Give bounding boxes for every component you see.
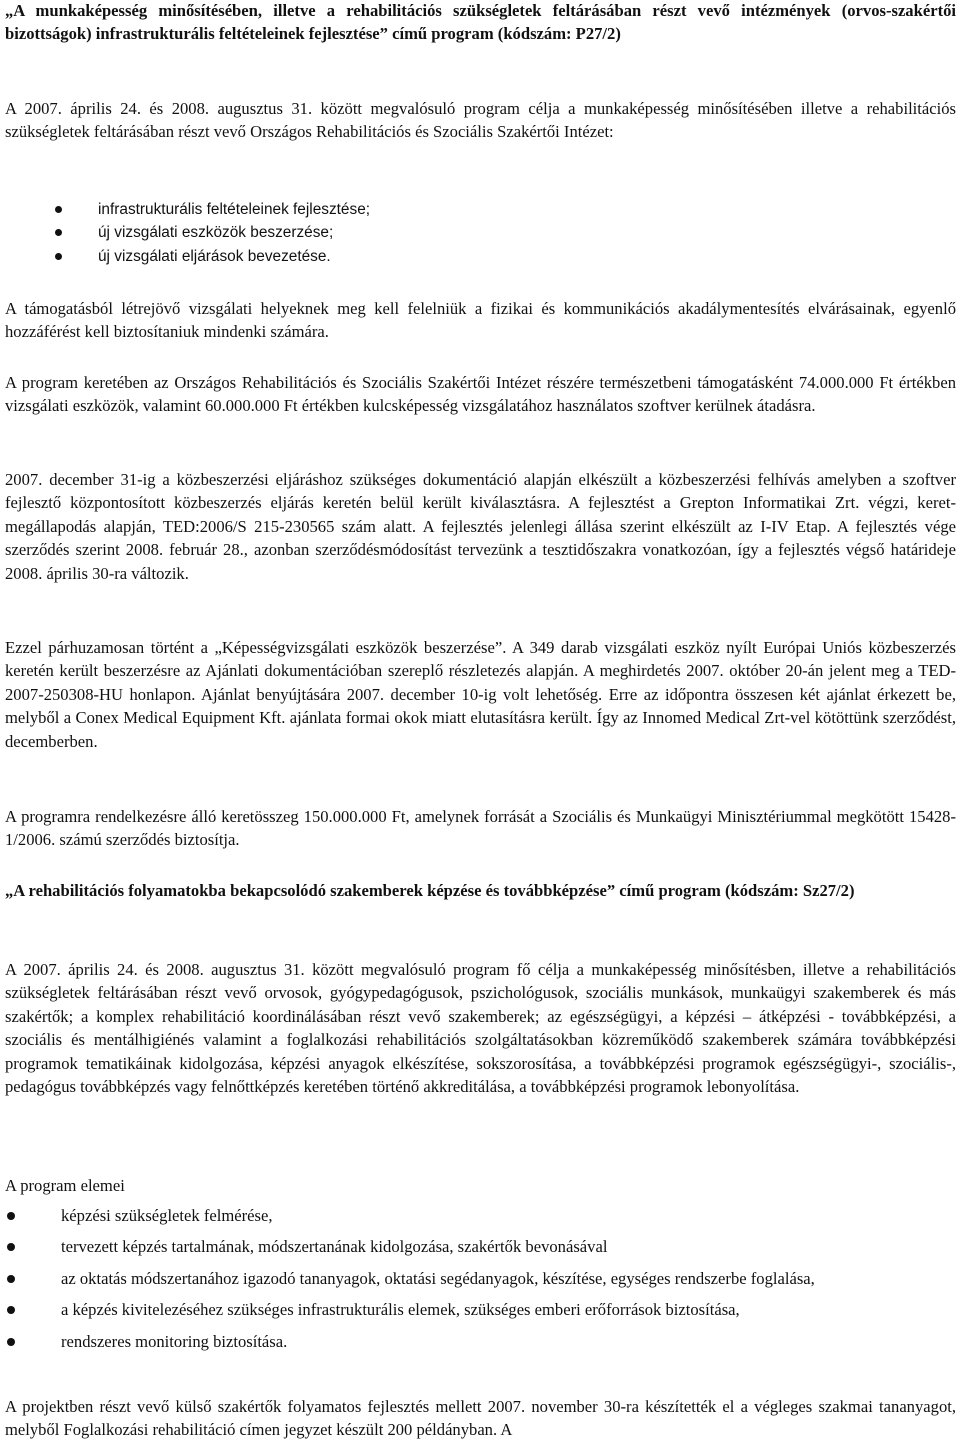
list-item: a képzés kivitelezéséhez szükséges infrastrukturális elemek, szükséges emberi erőforrások biztosítása, [61, 1298, 956, 1321]
heading-sz27-program: „A rehabilitációs folyamatokba bekapcsolódó szakemberek képzése és továbbképzése” című program (kódszám: Sz27/2) [5, 881, 855, 900]
paragraph-budget: A programra rendelkezésre álló keretösszeg 150.000.000 Ft, amelynek forrását a Szociális és Munkaügyi Minisztériummal megkötött 15428-1/2006. számú szerződés biztosítja. [5, 807, 956, 850]
paragraph-accessibility: A támogatásból létrejövő vizsgálati helyeknek meg kell felelniük a fizikai és kommunikációs akadálymentesítés elvárásainak, egyenlő hozzáférést kell biztosítaniuk mindenki számára. [5, 299, 956, 342]
goal-bullet-list [98, 198, 953, 268]
heading-p27-program: „A munkaképesség minősítésében, illetve a rehabilitációs szükségletek feltárásában részt vevő intézmények (orvos-szakértői bizottságok) infrastrukturális feltételeinek fejlesztése” című program (kódszám: P27/2) [5, 1, 956, 44]
paragraph-program-elements-label: A program elemei [5, 1176, 125, 1195]
list-item: új vizsgálati eljárások bevezetése. [98, 245, 953, 268]
list-item: új vizsgálati eszközök beszerzése; [98, 221, 953, 244]
paragraph-software-development: 2007. december 31-ig a közbeszerzési eljáráshoz szükséges dokumentáció alapján elkészült a közbeszerzési felhívás amelyben a szoftver fejlesztő központosított közbeszerzés eljárás keretén belül került kiválasztásra. A fejlesztést a Grepton Informatikai Zrt. végzi, keret-megállapodás alapján, TED:2006/S 215-230565 szám alatt. A fejlesztés jelenlegi állása szerint elkészült az I-IV Etap. A fejlesztés vége szerződés szerint 2008. február 28., azonban szerződésmódosítást tervezünk a tesztidőszakra vonatkozóan, így a fejlesztés végső határideje 2008. április 30-ra változik. [5, 470, 956, 583]
paragraph-equipment-procurement: Ezzel párhuzamosan történt a „Képességvizsgálati eszközök beszerzése”. A 349 darab vizsgálati eszköz nyílt Európai Uniós közbeszerzés keretén került beszerzésre az Ajánlati dokumentációban szereplő részletezés alapján. A meghirdetés 2007. október 20-án jelent meg a TED-2007-250308-HU honlapon. Ajánlat benyújtására 2007. december 10-ig volt lehetőség. Erre az időpontra összesen két ajánlat érkezett be, melyből a Conex Medical Equipment Kft. ajánlata formai okok miatt elutasításra került. Így az Innomed Medical Zrt-vel kötöttünk szerződést, decemberben. [5, 638, 956, 751]
list-item: infrastrukturális feltételeinek fejlesztése; [98, 198, 953, 221]
paragraph-program-goal: A 2007. április 24. és 2008. augusztus 31. között megvalósuló program célja a munkaképesség minősítésében illetve a rehabilitációs szükségletek feltárásában részt vevő Országos Rehabilitációs és Szociális Szakértői Intézet: [5, 99, 956, 142]
list-item: tervezett képzés tartalmának, módszertanának kidolgozása, szakértők bevonásával [61, 1235, 956, 1258]
list-item: képzési szükségletek felmérése, [61, 1204, 956, 1227]
list-item: rendszeres monitoring biztosítása. [61, 1330, 956, 1353]
paragraph-support-amount: A program keretében az Országos Rehabilitációs és Szociális Szakértői Intézet részére természetbeni támogatásként 74.000.000 Ft értékben vizsgálati eszközök, valamint 60.000.000 Ft értékben kulcsképesség vizsgálatához használatos szoftver kerülnek átadásra. [5, 373, 956, 416]
list-item: az oktatás módszertanához igazodó tananyagok, oktatási segédanyagok, készítése, egységes rendszerbe foglalása, [61, 1267, 956, 1290]
paragraph-external-experts: A projektben részt vevő külső szakértők folyamatos fejlesztés mellett 2007. november 30-ra készítették el a végleges szakmai tananyagot, melyből Foglalkozási rehabilitáció címen jegyzet készült 200 példányban. A [5, 1397, 956, 1440]
paragraph-training-goal: A 2007. április 24. és 2008. augusztus 31. között megvalósuló program fő célja a munkaképesség minősítésben, illetve a rehabilitációs szükségletek feltárásában részt vevő orvosok, gyógypedagógusok, pszichológusok, szociális munkások, munkaügyi szakemberek és más szakértők; a komplex rehabilitáció koordinálásában részt vevő szakemberek; az egészségügyi, a képzési – átképzési - továbbképzési, a szociális és mentálhigiénés valamint a foglalkozási rehabilitációs szolgáltatásokban közreműködő szakemberek számára továbbképzési programok tematikáinak kidolgozása, képzési anyagok elkészítése, sokszorosítása, a továbbképzési programok egészségügyi-, szociális-, pedagógus továbbképzés vagy felnőttképzés keretében történő akkreditálása, a továbbképzési programok lebonyolítása. [5, 960, 956, 1097]
program-elements-list [61, 1204, 956, 1361]
